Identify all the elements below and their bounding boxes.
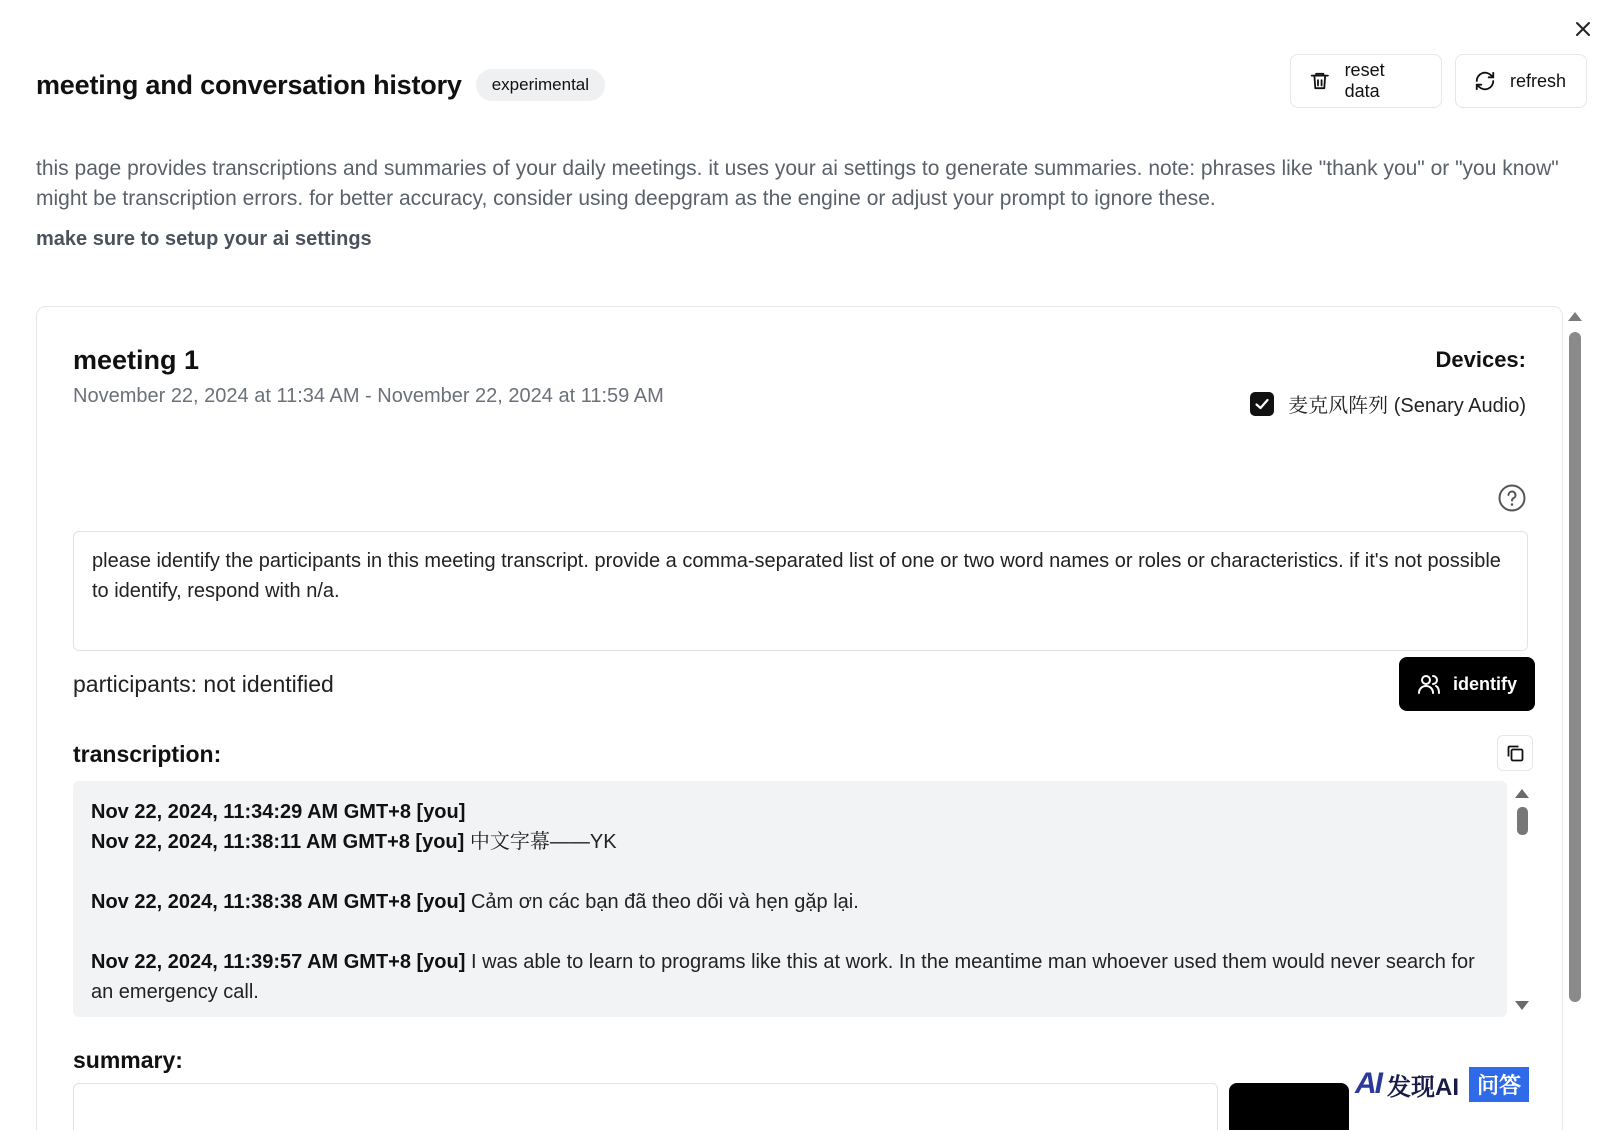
watermark-ai-mark: AI (1355, 1067, 1381, 1100)
check-icon (1253, 395, 1271, 413)
identify-prompt-input[interactable] (73, 531, 1528, 651)
watermark-tag: 问答 (1469, 1067, 1529, 1102)
page-scrollbar-thumb[interactable] (1569, 332, 1581, 1002)
entry-text: 中文字幕——YK (464, 831, 617, 853)
meeting-time-range: November 22, 2024 at 11:34 AM - November 22, 2024 at 11:59 AM (73, 385, 664, 407)
transcription-label: transcription: (73, 741, 222, 767)
device-checkbox[interactable] (1250, 392, 1274, 416)
entry-timestamp: Nov 22, 2024, 11:34:29 AM GMT+8 [you] (91, 801, 466, 823)
device-name: 麦克风阵列 (Senary Audio) (1288, 395, 1526, 417)
device-item[interactable] (1250, 389, 1526, 418)
page-title: meeting and conversation history (36, 69, 462, 100)
devices-label: Devices: (1435, 347, 1526, 372)
watermark-text: 发现AI (1387, 1073, 1459, 1101)
transcription-box[interactable] (73, 781, 1507, 1017)
meeting-card (36, 306, 1563, 1130)
close-icon[interactable] (1574, 20, 1592, 38)
page-description: this page provides transcriptions and summaries of your daily meetings. it uses your ai settings to generate summaries. note: phrases like "thank you" or "you know" might be transcription errors. for better accuracy, consider using deepgram as the engine or adjust your prompt to ignore these. (36, 157, 1559, 210)
participants-status: participants: not identified (73, 671, 334, 697)
refresh-button[interactable] (1455, 54, 1587, 108)
refresh-label: refresh (1510, 70, 1567, 91)
summary-input[interactable] (73, 1083, 1218, 1130)
transcription-entry (91, 797, 1489, 827)
users-icon (1417, 672, 1441, 696)
reset-data-button[interactable] (1290, 54, 1442, 108)
summary-button[interactable] (1229, 1083, 1349, 1130)
entry-timestamp: Nov 22, 2024, 11:39:57 AM GMT+8 [you] (91, 951, 466, 973)
entry-timestamp: Nov 22, 2024, 11:38:11 AM GMT+8 [you] (91, 831, 465, 853)
transcription-entry (91, 827, 1489, 857)
experimental-badge: experimental (476, 69, 605, 101)
trash-icon (1309, 70, 1331, 92)
transcription-entry (91, 887, 1489, 917)
summary-label: summary: (73, 1047, 183, 1073)
reset-data-label: reset data (1344, 60, 1385, 101)
page-scroll-up-arrow[interactable] (1568, 312, 1582, 321)
transcription-scrollbar-thumb[interactable] (1517, 807, 1528, 835)
identify-label: identify (1452, 673, 1517, 694)
transcription-scroll-down-arrow[interactable] (1515, 1001, 1529, 1010)
copy-transcription-button[interactable] (1497, 735, 1533, 771)
entry-timestamp: Nov 22, 2024, 11:38:38 AM GMT+8 [you] (91, 891, 466, 913)
meeting-title: meeting 1 (73, 345, 200, 375)
watermark-logo (1355, 1066, 1529, 1102)
transcription-entry (91, 947, 1489, 1007)
refresh-icon (1474, 70, 1496, 92)
help-icon[interactable] (1497, 483, 1527, 513)
entry-text: Cảm ơn các bạn đã theo dõi và hẹn gặp lại. (465, 891, 859, 913)
copy-icon (1505, 743, 1525, 763)
entry-text: I was able to learn to programs like this at work. In the meantime man whoever used them would never search for an emergency call. (91, 951, 1475, 1003)
ai-settings-note: make sure to setup your ai settings (36, 228, 372, 250)
identify-button[interactable] (1399, 657, 1535, 711)
transcription-scroll-up-arrow[interactable] (1515, 789, 1529, 798)
